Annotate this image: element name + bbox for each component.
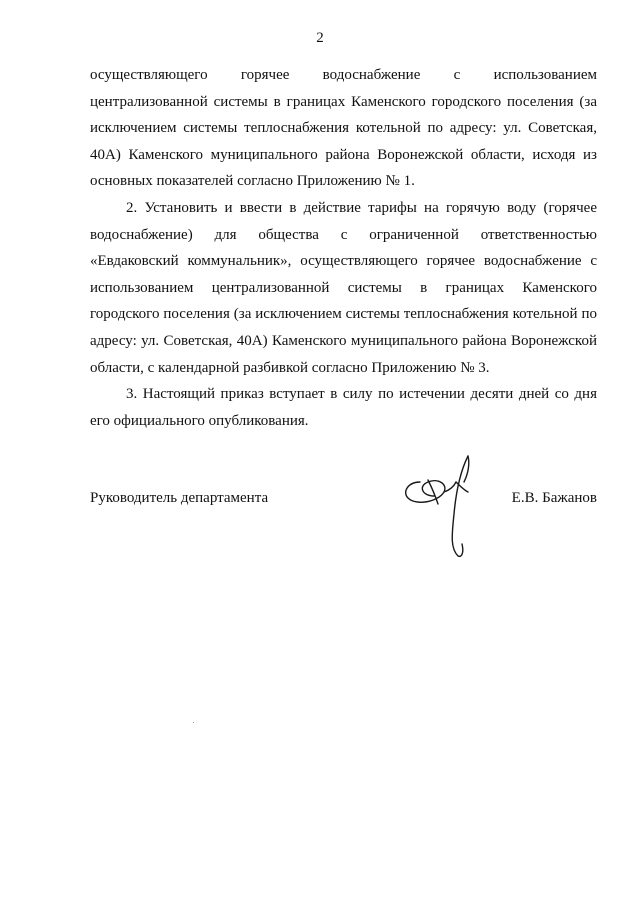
- paragraph-item-2: 2. Установить и ввести в действие тарифы на горячую воду (горячее водоснабжение) для общества с ограниченной ответственностью «Евдаковский коммунальник», осуществляющего горячее водоснабжение с использованием централизованной системы в границах Каменского городского поселения (за исключением системы теплоснабжения котельной по адресу: ул. Советская, 40А) Каменского муниципального района Воронежской области, с календарной разбивкой согласно Приложению № 3.: [90, 199, 597, 376]
- signature-block: [90, 490, 597, 570]
- document-body: [90, 62, 597, 434]
- paragraph-continuation: осуществляющего горячее водоснабжение с использованием централизованной системы в границах Каменского городского поселения (за исключением системы теплоснабжения котельной по адресу: ул. Советская, 40А) Каменского муниципального района Воронежской области, исходя из основных показателей согласно Приложению № 1.: [90, 67, 597, 190]
- handwritten-signature: [398, 452, 508, 562]
- paragraph-item-3: 3. Настоящий приказ вступает в силу по истечении десяти дней со дня его официального опубликования.: [90, 386, 597, 429]
- scan-artifact: [193, 722, 194, 723]
- page-number: 2: [316, 30, 324, 46]
- signatory-title: Руководитель департамента: [90, 490, 269, 506]
- signatory-name: Е.В. Бажанов: [511, 490, 597, 506]
